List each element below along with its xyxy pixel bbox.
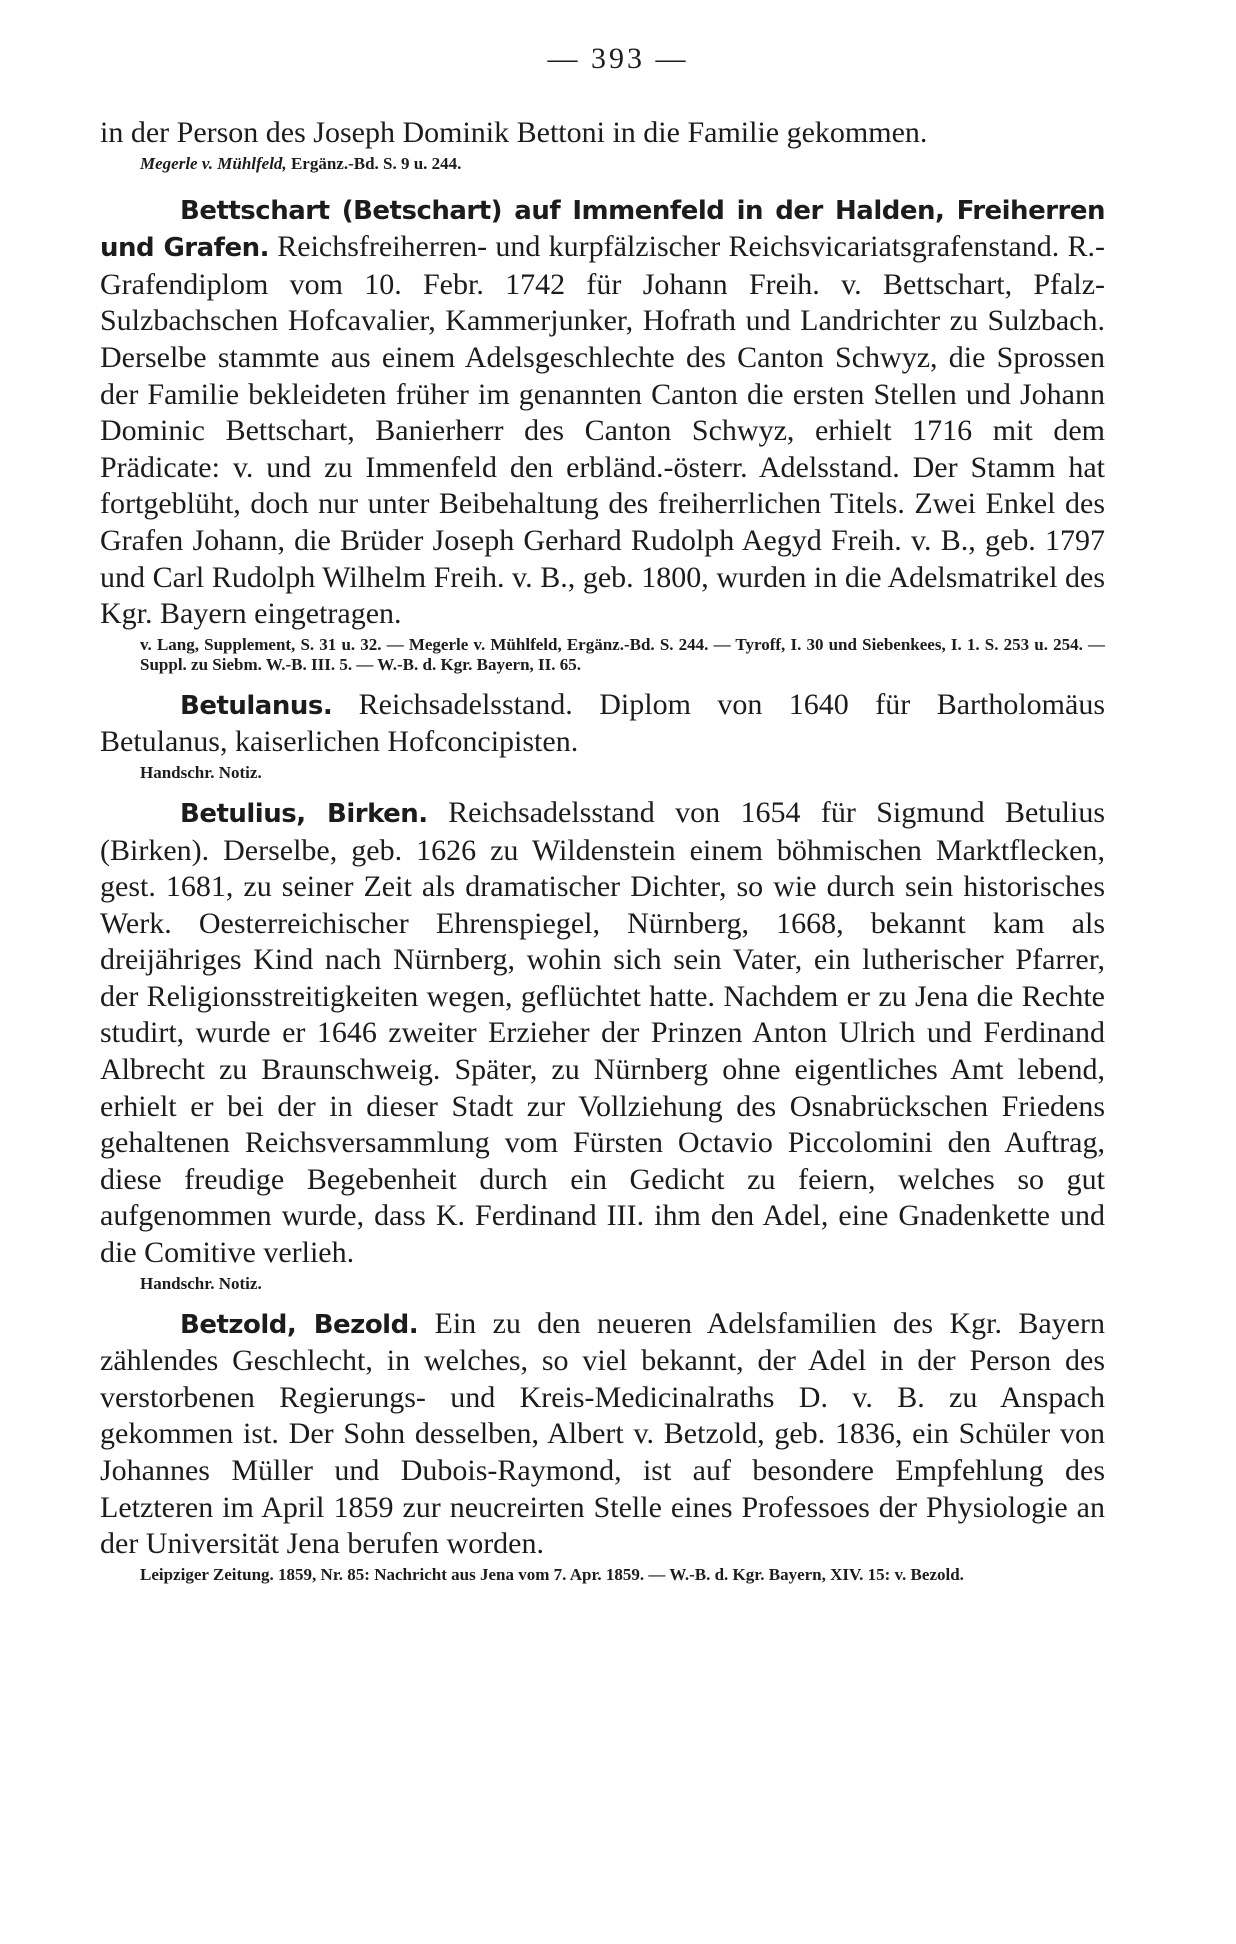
entry-heading: Bettschart (Betschart) auf Immenfeld in der Halden, Freiherren und Grafen. bbox=[100, 195, 1105, 264]
entry-betzold bbox=[100, 1306, 1105, 1563]
entry-heading: Betzold, Bezold. bbox=[180, 1309, 419, 1340]
entry-betulius bbox=[100, 795, 1105, 1272]
entry-betulanus bbox=[100, 687, 1105, 761]
entry-source: Leipziger Zeitung. 1859, Nr. 85: Nachricht aus Jena vom 7. Apr. 1859. — W.-B. d. Kgr. Bayern, XIV. 15: v. Bezold. bbox=[140, 1564, 964, 1584]
entry-source: Handschr. Notiz. bbox=[140, 1273, 262, 1293]
entry-body: Reichsadelsstand. Diplom von 1640 für Bartholomäus Betulanus, kaiserlichen Hofconcipisten. bbox=[100, 687, 1106, 759]
entry-body: Reichsfreiherren- und kurpfälzischer Reichsvicariatsgrafenstand. R.-Grafendiplom vom 10. Febr. 1742 für Johann Freih. v. Bettschart, Pfalz-Sulzbachschen Hofcavalier, Kammerjunker, Hofrath und Landrichter zu Sulzbach. Derselbe stammte aus einem Adelsgeschlechte des Canton Schwyz, die Sprossen der Familie bekleideten früher im genannten Canton die ersten Stellen und Johann Dominic Bettschart, Banierherr des Canton Schwyz, erhielt 1716 mit dem Prädicate: v. und zu Immenfeld den erbländ.-österr. Adelsstand. Der Stamm hat fortgeblüht, doch nur unter Beibehaltung des freiherrlichen Titels. Zwei Enkel des Grafen Johann, die Brüder Joseph Gerhard Rudolph Aegyd Freih. v. B., geb. 1797 und Carl Rudolph Wilhelm Freih. v. B., geb. 1800, wurden in die Adelsmatrikel des Kgr. Bayern eingetragen. bbox=[100, 230, 1105, 631]
page-number: — 393 — bbox=[547, 42, 689, 75]
source-reference: Ergänz.-Bd. S. 9 u. 244. bbox=[286, 153, 462, 173]
entry-body: Ein zu den neueren Adelsfamilien des Kgr. Bayern zählendes Geschlecht, in welches, so viel bekannt, der Adel in der Person des verstorbenen Regierungs- und Kreis-Medicinalraths D. v. B. zu Anspach gekommen ist. Der Sohn desselben, Albert v. Betzold, geb. 1836, ein Schüler von Johannes Müller und Dubois-Raymond, ist auf besondere Empfehlung des Letzteren im April 1859 zur neucreirten Stelle eines Professoes der Physiologie an der Universität Jena berufen worden. bbox=[100, 1306, 1105, 1561]
entry-body: Reichsadelsstand von 1654 für Sigmund Betulius (Birken). Derselbe, geb. 1626 zu Wildenstein einem böhmischen Marktflecken, gest. 1681, zu seiner Zeit als dramatischer Dichter, so wie durch sein historisches Werk. Oesterreichischer Ehrenspiegel, Nürnberg, 1668, bekannt kam als dreijähriges Kind nach Nürnberg, wohin sich sein Vater, ein lutherischer Pfarrer, der Religionsstreitigkeiten wegen, geflüchtet hatte. Nachdem er zu Jena die Rechte studirt, wurde er 1646 zweiter Erzieher der Prinzen Anton Ulrich und Ferdinand Albrecht zu Braunschweig. Später, zu Nürnberg ohne eigentliches Amt lebend, erhielt er bei der in dieser Stadt zur Vollziehung des Osnabrückschen Friedens gehaltenen Reichsversammlung vom Fürsten Octavio Piccolomini den Auftrag, diese freudige Begebenheit durch ein Gedicht zu feiern, welches so gut aufgenommen wurde, dass K. Ferdinand III. ihm den Adel, eine Gnadenkette und die Comitive verlieh. bbox=[100, 795, 1105, 1270]
entry-bettschart bbox=[100, 192, 1105, 633]
entry-heading: Betulius, Birken. bbox=[180, 798, 428, 829]
entry-source: Handschr. Notiz. bbox=[140, 762, 262, 782]
source-author: Megerle v. Mühlfeld, bbox=[140, 153, 287, 173]
continuation-paragraph: in der Person des Joseph Dominik Bettoni in die Familie gekommen. bbox=[100, 116, 928, 149]
entry-source: v. Lang, Supplement, S. 31 u. 32. — Megerle v. Mühlfeld, Ergänz.-Bd. S. 244. — Tyroff, I. 30 und Siebenkees, I. 1. S. 253 u. 254. — Suppl. zu Siebm. W.-B. III. 5. — W.-B. d. Kgr. Bayern, II. 65. bbox=[140, 634, 1105, 674]
entry-heading: Betulanus. bbox=[180, 690, 333, 721]
continuation-source bbox=[100, 154, 1105, 174]
page-text bbox=[100, 115, 1105, 1585]
